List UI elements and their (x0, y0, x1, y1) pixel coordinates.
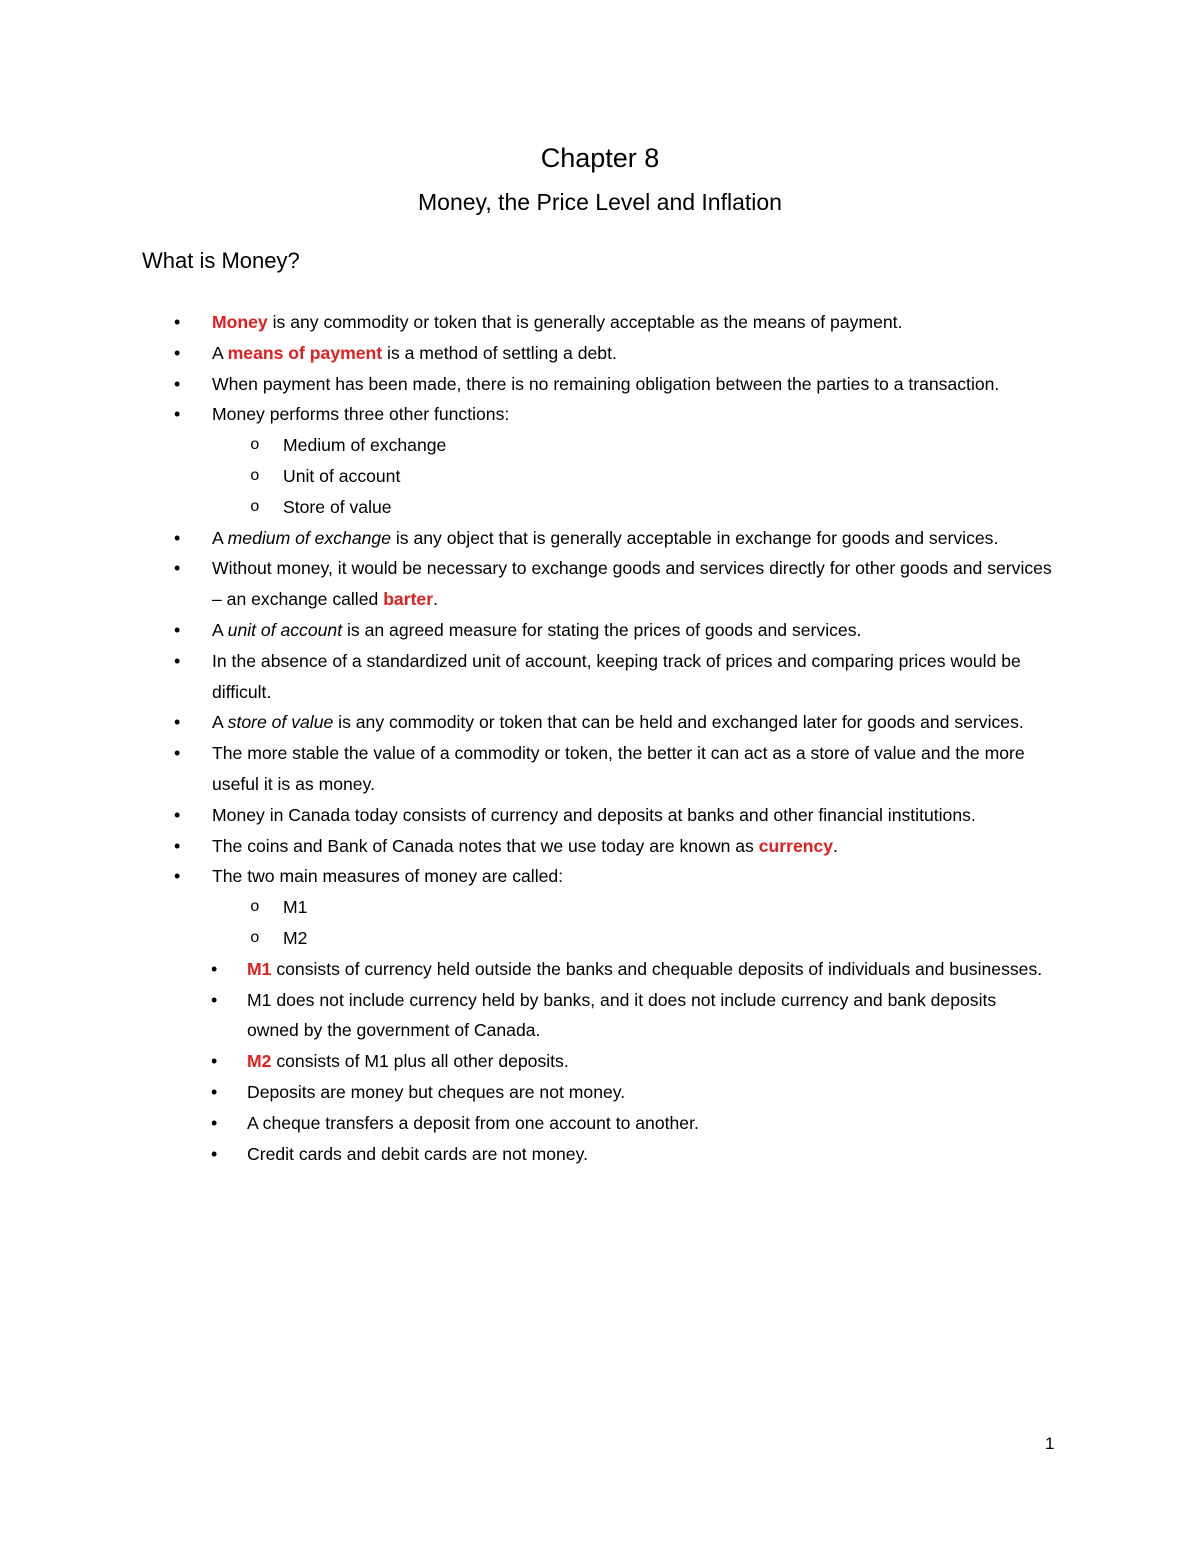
key-term: M2 (247, 1051, 272, 1072)
list-item: • A unit of account is an agreed measure for stating the prices of goods and services. (0, 615, 1062, 646)
circle-bullet-icon: o (250, 466, 260, 485)
bullet-icon: • (211, 958, 218, 979)
bullet-icon: • (211, 1051, 218, 1072)
bullet-icon: • (174, 712, 181, 733)
sub-list-item: o Medium of exchange (0, 430, 1063, 461)
sub-list-item: o M1 (0, 892, 1063, 923)
bullet-icon: • (174, 866, 181, 887)
bullet-icon: • (174, 527, 181, 548)
key-term: currency (758, 835, 834, 856)
section-heading: What is Money? (142, 248, 300, 273)
bullet-icon: • (211, 1143, 218, 1164)
bullet-icon: • (174, 743, 181, 764)
list-item: • The two main measures of money are called: (0, 861, 1062, 892)
chapter-title: Chapter 8 (540, 143, 660, 173)
sub-list-item: o Unit of account (0, 461, 1063, 492)
list-item: • M1 consists of currency held outside the banks and chequable deposits of individuals and businesses. (0, 954, 1047, 985)
bullet-icon: • (174, 835, 181, 856)
italic-term: medium of exchange (227, 527, 391, 548)
key-term: Money (212, 312, 268, 332)
list-item: • Money in Canada today consists of currency and deposits at banks and other financial institutions. (0, 800, 1062, 831)
page-number: 1 (1045, 1434, 1055, 1453)
italic-term: store of value (227, 712, 334, 733)
list-item: • Money is any commodity or token that is generally acceptable as the means of payment. (0, 307, 1062, 338)
list-item: • A medium of exchange is any object that is generally acceptable in exchange for goods and services. (0, 523, 1062, 554)
italic-term: unit of account (227, 619, 343, 640)
circle-bullet-icon: o (250, 928, 260, 947)
list-item: • In the absence of a standardized unit of account, keeping track of prices and comparing prices would be difficult. (0, 646, 1062, 708)
list-item: • Without money, it would be necessary to exchange goods and services directly for other goods and services – an exchange called barter. (0, 553, 1062, 615)
bullet-icon: • (174, 619, 181, 640)
list-item: • The more stable the value of a commodity or token, the better it can act as a store of value and the more useful it is as money. (0, 738, 1062, 800)
bullet-icon: • (174, 312, 181, 332)
list-item: • When payment has been made, there is no remaining obligation between the parties to a transaction. (0, 369, 1062, 400)
sub-list-item: o Store of value (0, 492, 1063, 523)
bullet-icon: • (174, 558, 181, 579)
bullet-icon: • (174, 342, 181, 363)
bullet-icon: • (211, 1112, 218, 1133)
list-item: • M2 consists of M1 plus all other deposits. (0, 1046, 1047, 1077)
key-term: M1 (247, 958, 272, 979)
sub-list-item: o M2 (0, 923, 1063, 954)
list-item: • Credit cards and debit cards are not money. (0, 1139, 1047, 1170)
list-item: • Money performs three other functions: (0, 399, 1062, 430)
circle-bullet-icon: o (250, 898, 260, 917)
list-item: • A store of value is any commodity or token that can be held and exchanged later for goods and services. (0, 707, 1062, 738)
circle-bullet-icon: o (250, 497, 260, 516)
list-item: • M1 does not include currency held by banks, and it does not include currency and bank deposits owned by the government of Canada. (0, 985, 1047, 1047)
bullet-icon: • (211, 1081, 218, 1102)
bullet-icon: • (174, 404, 181, 425)
list-item: • Deposits are money but cheques are not money. (0, 1077, 1047, 1108)
key-term: means of payment (227, 342, 383, 363)
circle-bullet-icon: o (250, 436, 260, 455)
bullet-list (0, 307, 1200, 1169)
list-item: • The coins and Bank of Canada notes that we use today are known as currency. (0, 831, 1062, 862)
bullet-icon: • (174, 650, 181, 671)
chapter-subtitle: Money, the Price Level and Inflation (418, 189, 782, 215)
bullet-icon: • (174, 804, 181, 825)
list-item: • A cheque transfers a deposit from one account to another. (0, 1108, 1047, 1139)
bullet-icon: • (211, 989, 218, 1010)
bullet-icon: • (174, 373, 181, 394)
key-term: barter (383, 589, 434, 610)
list-item: • A means of payment is a method of settling a debt. (0, 338, 1062, 369)
